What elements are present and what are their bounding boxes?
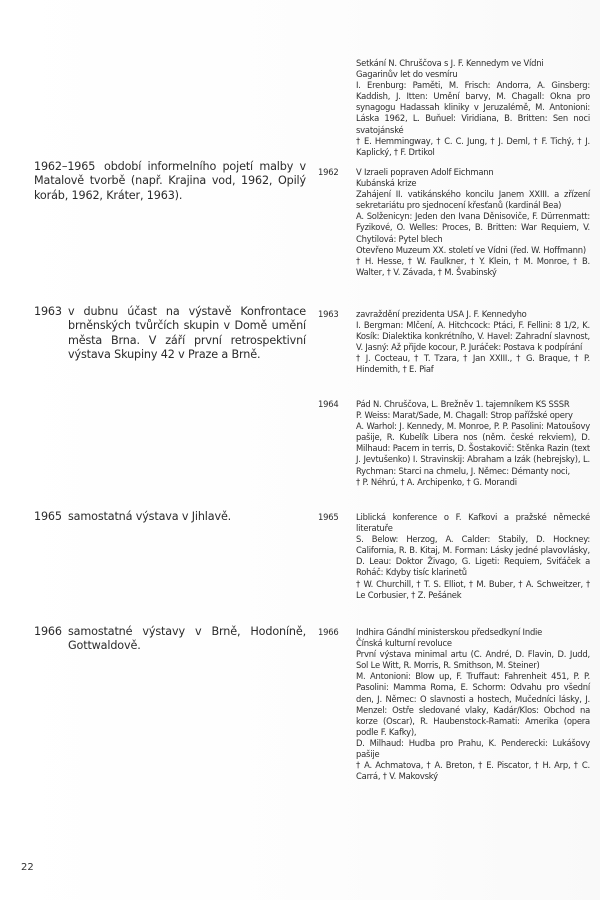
events-entry-1964: [318, 399, 590, 488]
events-year: 1964: [318, 399, 339, 409]
bio-year: 1966: [34, 625, 62, 638]
events-year: 1965: [318, 512, 339, 522]
event-line: D. Milhaud: Hudba pro Prahu, K. Penderecki: Lukášovy pašije: [356, 737, 590, 760]
event-line: A. Warhol: J. Kennedy, M. Monroe, P. P. Pasolini: Matoušovy pašije, R. Kubelík Libera nos (něm. české rekviem), D. Milhaud: Pacem in terris, D. Šostakovič: Stěnka Razin (text J. Jevtušenko) I. Stravinskij: Abraham a Izák (hebrejsky), L. Rychman: Starci na chmelu, J. Němec: Démanty noci,: [356, 421, 590, 476]
bio-year: 1965: [34, 510, 62, 523]
event-line: Kubánská krize: [356, 178, 417, 189]
bio-text: v dubnu účast na výstavě Konfrontace brněnských tvůrčích skupin v Domě umění města Brna. V září první retrospektivní výstava Skupiny 42 v Praze a Brně.: [68, 305, 306, 362]
bio-text: samostatná výstava v Jihlavě.: [68, 510, 232, 523]
event-line: Gagarinův let do vesmíru: [356, 69, 458, 80]
bio-entry-1962-1965: [34, 160, 306, 203]
events-year: 1962: [318, 167, 339, 177]
event-line: I. Erenburg: Paměti, M. Frisch: Andorra, A. Ginsberg: Kaddish, J. Itten: Umění barvy, M. Chagall: Okna pro synagogu Hadassah kliniky v Jeruzalémě, M. Antonioni: Láska 1962, L. Buňuel: Viridiana, B. Britten: Sen noci svatojánské: [356, 80, 590, 135]
event-line: Otevřeno Muzeum XX. století ve Vídni (řed. W. Hoffmann): [356, 244, 586, 255]
bio-text: samostatné výstavy v Brně, Hodoníně, Gottwaldově.: [68, 625, 306, 653]
event-line: † J. Cocteau, † T. Tzara, † Jan XXIII., † G. Braque, † P. Hindemith, † E. Piaf: [356, 353, 590, 375]
event-line: Setkání N. Chruščova s J. F. Kennedym ve Vídni: [356, 58, 544, 68]
events-year: 1966: [318, 627, 339, 637]
event-line: I. Bergman: Mlčení, A. Hitchcock: Ptáci, F. Fellini: 8 1/2, K. Kosík: Dialektika konkrétního, V. Havel: Zahradní slavnost, V. Jasný: Až přijde kocour, P. Juráček: Postava k podpírání: [356, 320, 590, 353]
event-line: † A. Achmatova, † A. Breton, † E. Piscator, † H. Arp, † C. Carrá, † V. Makovský: [356, 760, 590, 782]
event-line: † W. Churchill, † T. S. Elliot, † M. Buber, † A. Schweitzer, † Le Corbusier, † Z. Pešánek: [356, 578, 590, 600]
event-line: † E. Hemmingway, † C. C. Jung, † J. Deml, † F. Tichý, † J. Kaplický, † F. Drtikol: [356, 135, 590, 157]
event-line: Zahájení II. vatikánského koncilu Janem XXIII. a zřízení sekretariátu pro sjednocení křesťanů (kardinál Bea): [356, 189, 590, 211]
events-entry-1965: [318, 512, 590, 601]
events-entry-1963: [318, 309, 590, 376]
event-line: Pád N. Chruščova, L. Brežněv 1. tajemníkem KS SSSR: [356, 399, 570, 409]
bio-entry-1966: [34, 625, 306, 654]
bio-year: 1962–1965: [34, 160, 96, 173]
event-line: Indhira Gándhí ministerskou předsedkyní Indie: [356, 627, 543, 637]
event-line: † H. Hesse, † W. Faulkner, † Y. Klein, † M. Monroe, † B. Walter, † V. Závada, † M. Švabinský: [356, 255, 590, 277]
event-line: První výstava minimal artu (C. André, D. Flavin, D. Judd, Sol Le Witt, R. Morris, R. Smithson, M. Steiner): [356, 649, 590, 671]
events-entry-1966: [318, 627, 590, 782]
event-line: † P. Néhrú, † A. Archipenko, † G. Morandi: [356, 476, 517, 487]
event-line: V Izraeli popraven Adolf Eichmann: [356, 167, 494, 177]
events-year: 1963: [318, 309, 339, 319]
event-line: A. Solženicyn: Jeden den Ivana Děnisoviče, F. Dürrenmatt: Fyzikové, O. Welles: Proces, B. Britten: War Requiem, V. Chytilová: Pytel blech: [356, 211, 590, 244]
event-line: M. Antonioni: Blow up, F. Truffaut: Fahrenheit 451, P. P. Pasolini: Mamma Roma, E. Schorm: Odvahu pro všední den, J. Němec: O slavnosti a hostech, Mučedníci lásky, J. Menzel: Ostře sledované vlaky, Kadár/Klos: Obchod na korze (Oscar), R. Haubenstock-Ramati: Amerika (opera podle F. Kafky),: [356, 671, 590, 737]
events-entry-1961: [318, 58, 590, 158]
event-line: Liblická konference o F. Kafkovi a pražské německé literatuře: [356, 512, 590, 534]
bio-year: 1963: [34, 305, 62, 318]
event-line: P. Weiss: Marat/Sade, M. Chagall: Strop pařížské opery: [356, 410, 573, 421]
bio-entry-1965: [34, 510, 306, 524]
bio-text: období informelního pojetí malby v Matalově tvorbě (např. Krajina vod, 1962, Opilý koráb, 1962, Kráter, 1963).: [34, 160, 306, 202]
page-number: 22: [21, 862, 34, 873]
event-line: zavraždění prezidenta USA J. F. Kennedyho: [356, 309, 527, 319]
event-line: Čínská kulturní revoluce: [356, 638, 452, 649]
bio-entry-1963: [34, 305, 306, 363]
event-line: S. Below: Herzog, A. Calder: Stabily, D. Hockney: California, R. B. Kitaj, M. Forman: Lásky jedné plavovlásky, D. Leau: Doktor Živago, G. Ligeti: Requiem, Sviťáček a Roháč: Kdyby tisíc klarinetů: [356, 534, 590, 578]
events-entry-1962: [318, 167, 590, 278]
